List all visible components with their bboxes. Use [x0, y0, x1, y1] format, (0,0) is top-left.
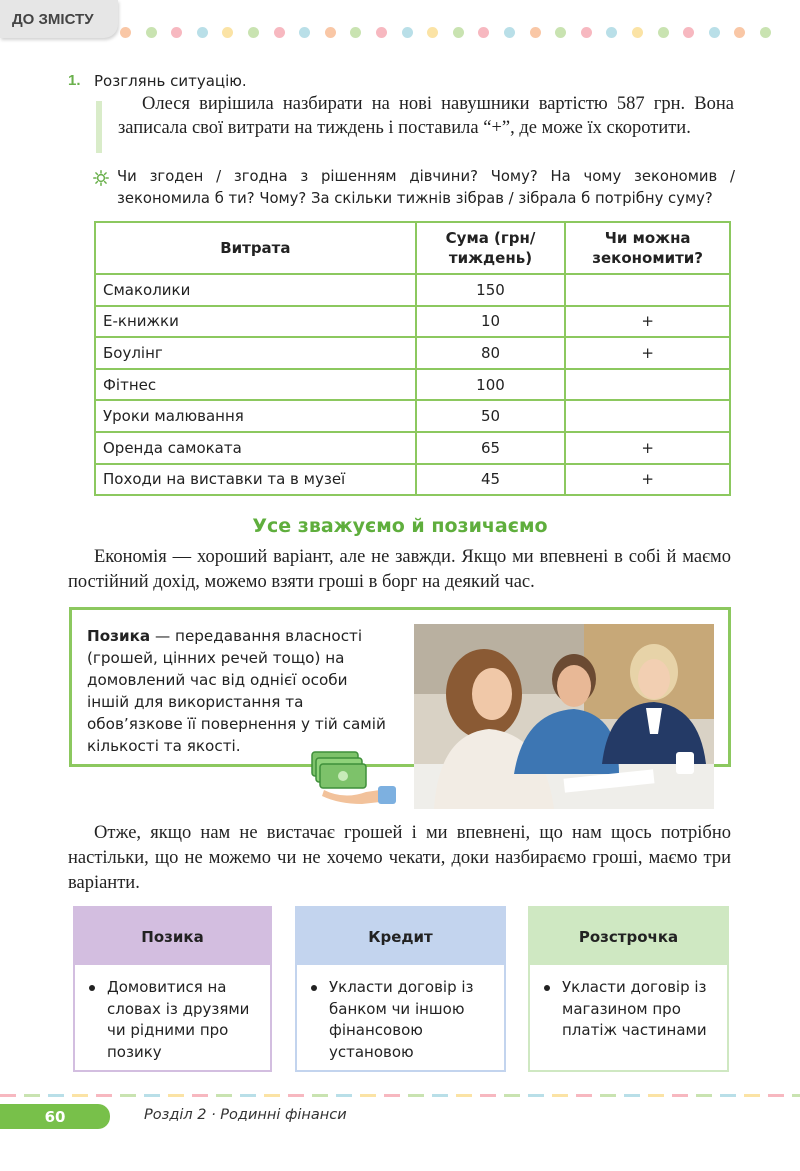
footer-dash [456, 1094, 472, 1097]
footer-dashed-line [0, 1094, 800, 1098]
expense-cell: Боулінг [95, 337, 416, 369]
footer-dash [0, 1094, 16, 1097]
save-mark-cell [565, 274, 730, 306]
decorative-dot [427, 27, 438, 38]
footer-dash [168, 1094, 184, 1097]
footer-dash [552, 1094, 568, 1097]
section-title: Усе зважуємо й позичаємо [252, 515, 548, 537]
table-row [95, 306, 730, 338]
decorative-dot [709, 27, 720, 38]
footer-dash [408, 1094, 424, 1097]
decorative-dot [376, 27, 387, 38]
footer-dash [120, 1094, 136, 1097]
expense-cell: Смаколики [95, 274, 416, 306]
footer-dash [600, 1094, 616, 1097]
expenses-table [94, 221, 731, 496]
footer-dash [288, 1094, 304, 1097]
decorative-dot [325, 27, 336, 38]
footer-dash [792, 1094, 800, 1097]
toc-button[interactable] [0, 0, 118, 38]
task-number: 1. [68, 72, 81, 89]
chapter-title: Розділ 2 · Родинні фінанси [144, 1107, 347, 1123]
table-row [95, 400, 730, 432]
table-row [95, 337, 730, 369]
decorative-dot [734, 27, 745, 38]
decorative-dot [478, 27, 489, 38]
footer-dash [216, 1094, 232, 1097]
decorative-dot [453, 27, 464, 38]
footer-dash [720, 1094, 736, 1097]
task-heading: Розглянь ситуацію. [94, 72, 247, 90]
footer-dash [360, 1094, 376, 1097]
money-hand-icon [304, 746, 402, 806]
save-mark-cell [565, 400, 730, 432]
bullet-icon [544, 985, 550, 991]
footer-dash [192, 1094, 208, 1097]
amount-cell: 100 [416, 369, 566, 401]
option-card-credit [295, 906, 506, 1072]
amount-cell: 10 [416, 306, 566, 338]
decorative-dot [530, 27, 541, 38]
sun-icon [93, 170, 109, 186]
header-expense: Витрата [95, 222, 416, 274]
decorative-dot [760, 27, 771, 38]
amount-cell: 80 [416, 337, 566, 369]
footer-dash [744, 1094, 760, 1097]
footer-dash [576, 1094, 592, 1097]
toc-label: ДО ЗМІСТУ [12, 10, 94, 28]
options-paragraph: Отже, якщо нам не вистачає грошей і ми впевнені, що нам щось потрібно настільки, що не можемо чи не хочемо чекати, доки назбираємо гроші, маємо три варіанти. [68, 823, 731, 893]
footer-dash [504, 1094, 520, 1097]
option-card-installment [528, 906, 729, 1072]
intro-paragraph: Економія — хороший варіант, але не завжди. Якщо ми впевнені в собі й маємо постійний дохід, можемо взяти гроші в борг на деякий час. [68, 547, 731, 592]
header-save: Чи можна зекономити? [565, 222, 730, 274]
save-mark-cell: + [565, 464, 730, 496]
decorative-dot [299, 27, 310, 38]
definition-body: — передавання власності (грошей, цінних речей тощо) на домовлений час від однієї особи іншій для використання та обов’язкове її повернення у тій самій кількості та якості. [87, 627, 386, 755]
decorative-dot [504, 27, 515, 38]
footer-dash [480, 1094, 496, 1097]
table-row [95, 464, 730, 496]
footer-dash [528, 1094, 544, 1097]
footer-dash [312, 1094, 328, 1097]
amount-cell: 150 [416, 274, 566, 306]
decorative-dot [658, 27, 669, 38]
amount-cell: 45 [416, 464, 566, 496]
bullet-icon [89, 985, 95, 991]
expense-cell: Фітнес [95, 369, 416, 401]
footer-dash [696, 1094, 712, 1097]
definition-term: Позика [87, 627, 151, 645]
decorative-dot [197, 27, 208, 38]
footer-dash [72, 1094, 88, 1097]
footer-dash [96, 1094, 112, 1097]
footer-dash [336, 1094, 352, 1097]
decorative-dot [555, 27, 566, 38]
expense-cell: Походи на виставки та в музеї [95, 464, 416, 496]
option-card-title: Позика [75, 908, 270, 965]
save-mark-cell: + [565, 337, 730, 369]
decorative-dot [171, 27, 182, 38]
question-text: Чи згоден / згодна з рішенням дівчини? Чому? На чому зекономив / зекономила б ти? Чому? За скільки тижнів зібрав / зібрала б потрібну суму? [117, 168, 735, 207]
decorative-dot [606, 27, 617, 38]
option-card-text: Укласти договір із банком чи іншою фінансовою установою [329, 978, 474, 1061]
decorative-dot [146, 27, 157, 38]
footer-dash [672, 1094, 688, 1097]
footer-dash [432, 1094, 448, 1097]
footer-dash [24, 1094, 40, 1097]
table-row [95, 369, 730, 401]
table-row [95, 432, 730, 464]
expense-cell: Оренда самоката [95, 432, 416, 464]
footer-dash [648, 1094, 664, 1097]
option-card-title: Розстрочка [530, 908, 727, 965]
decorative-dot [222, 27, 233, 38]
decorative-dot [683, 27, 694, 38]
situation-text: Олеся вирішила назбирати на нові навушники вартістю 587 грн. Вона записала свої витрати на тиждень і поставила “+”, де може їх скоротити. [118, 94, 734, 138]
table-header-row [95, 222, 730, 274]
footer-dash [48, 1094, 64, 1097]
decorative-dot [274, 27, 285, 38]
decorative-dot [581, 27, 592, 38]
option-card-text: Домовитися на словах із друзями чи рідними про позику [107, 978, 250, 1061]
save-mark-cell: + [565, 306, 730, 338]
definition-text [87, 625, 392, 757]
bullet-icon [311, 985, 317, 991]
footer-dash [144, 1094, 160, 1097]
footer-dash [624, 1094, 640, 1097]
option-card-text: Укласти договір із магазином про платіж частинами [562, 978, 707, 1039]
decorative-dot [402, 27, 413, 38]
footer-dash [240, 1094, 256, 1097]
decorative-dot [632, 27, 643, 38]
save-mark-cell [565, 369, 730, 401]
footer-dash [264, 1094, 280, 1097]
footer-dash [768, 1094, 784, 1097]
option-card-loan [73, 906, 272, 1072]
decorative-dot [248, 27, 259, 38]
expense-cell: Уроки малювання [95, 400, 416, 432]
amount-cell: 50 [416, 400, 566, 432]
quote-bar [96, 101, 102, 153]
amount-cell: 65 [416, 432, 566, 464]
expense-cell: Е-книжки [95, 306, 416, 338]
option-card-title: Кредит [297, 908, 504, 965]
decorative-dot [120, 27, 131, 38]
header-amount: Сума (грн/тиждень) [416, 222, 566, 274]
loan-meeting-photo [414, 624, 714, 809]
table-row [95, 274, 730, 306]
save-mark-cell: + [565, 432, 730, 464]
decorative-dot [350, 27, 361, 38]
page-number: 60 [0, 1104, 110, 1129]
footer-dash [384, 1094, 400, 1097]
